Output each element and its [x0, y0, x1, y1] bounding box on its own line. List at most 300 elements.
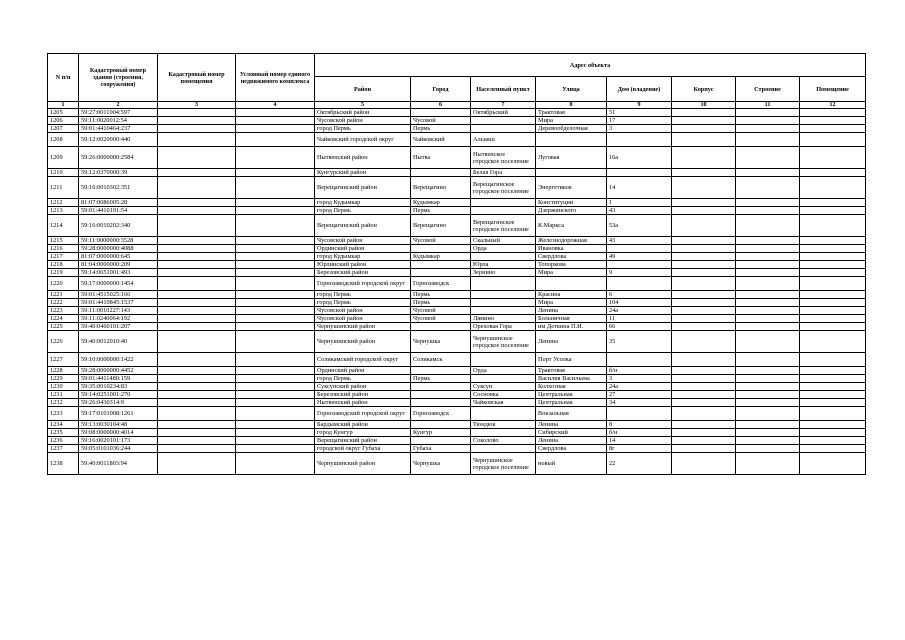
header-locality: Населенный пункт [471, 77, 536, 102]
cad-building-cell: 59:28:0000000:4088 [79, 245, 158, 253]
row-number: 1217 [48, 253, 79, 261]
street-cell: Конституции [536, 199, 607, 207]
house-cell: 16а [607, 147, 672, 169]
building-cell [736, 331, 800, 353]
cond-number-cell [236, 117, 315, 125]
table-row [48, 277, 866, 291]
korpus-cell [672, 445, 736, 453]
cad-room-cell [158, 125, 236, 133]
cond-number-cell [236, 429, 315, 437]
cond-number-cell [236, 253, 315, 261]
table-row [48, 261, 866, 269]
city-cell: Пермь [411, 375, 471, 383]
street-cell: Центральная [536, 391, 607, 399]
korpus-cell [672, 253, 736, 261]
locality-cell [471, 199, 536, 207]
locality-cell [471, 353, 536, 367]
house-cell: 8г [607, 445, 672, 453]
street-cell [536, 277, 607, 291]
house-cell: 14 [607, 177, 672, 199]
locality-cell [471, 253, 536, 261]
cad-building-cell: 59:14:0251001:270 [79, 391, 158, 399]
room-cell [800, 177, 866, 199]
city-cell: Чернушка [411, 453, 471, 475]
cad-room-cell [158, 445, 236, 453]
room-cell [800, 307, 866, 315]
city-cell [411, 169, 471, 177]
city-cell [411, 323, 471, 331]
city-cell: Пермь [411, 299, 471, 307]
cad-room-cell [158, 399, 236, 407]
locality-cell: Тюндюк [471, 421, 536, 429]
street-cell: Железнодорожная [536, 237, 607, 245]
cond-number-cell [236, 299, 315, 307]
cad-building-cell: 59:01:4411480:159 [79, 375, 158, 383]
room-cell [800, 117, 866, 125]
city-cell [411, 245, 471, 253]
city-cell: Пермь [411, 207, 471, 215]
table-row [48, 253, 866, 261]
row-number: 1229 [48, 375, 79, 383]
cad-room-cell [158, 269, 236, 277]
district-cell: Верещагинский район [315, 215, 411, 237]
house-cell [607, 169, 672, 177]
city-cell [411, 383, 471, 391]
row-number: 1212 [48, 199, 79, 207]
street-cell: новый [536, 453, 607, 475]
building-cell [736, 367, 800, 375]
cond-number-cell [236, 445, 315, 453]
table-row [48, 199, 866, 207]
korpus-cell [672, 399, 736, 407]
table-row [48, 315, 866, 323]
cad-building-cell: 59:01:4410191:54 [79, 207, 158, 215]
locality-cell [471, 445, 536, 453]
row-number: 1211 [48, 177, 79, 199]
cond-number-cell [236, 323, 315, 331]
cad-room-cell [158, 277, 236, 291]
building-cell [736, 453, 800, 475]
cad-room-cell [158, 323, 236, 331]
cad-room-cell [158, 383, 236, 391]
building-cell [736, 125, 800, 133]
cad-room-cell [158, 117, 236, 125]
korpus-cell [672, 315, 736, 323]
room-cell [800, 399, 866, 407]
cad-building-cell: 59:27:0011004:597 [79, 109, 158, 117]
house-cell [607, 277, 672, 291]
register-rows [48, 109, 866, 475]
city-cell: Чусовой [411, 117, 471, 125]
building-cell [736, 399, 800, 407]
city-cell: Соликамск [411, 353, 471, 367]
city-cell [411, 437, 471, 445]
row-number: 1233 [48, 407, 79, 421]
city-cell: Чусовой [411, 307, 471, 315]
column-number: 9 [607, 102, 672, 109]
column-number: 8 [536, 102, 607, 109]
locality-cell [471, 125, 536, 133]
table-row [48, 147, 866, 169]
cad-room-cell [158, 407, 236, 421]
room-cell [800, 207, 866, 215]
cond-number-cell [236, 453, 315, 475]
row-number: 1220 [48, 277, 79, 291]
street-cell: им Деткина П.И. [536, 323, 607, 331]
house-cell: 9 [607, 269, 672, 277]
district-cell: Чайковский городской округ [315, 133, 411, 147]
locality-cell [471, 375, 536, 383]
row-number: 1231 [48, 391, 79, 399]
district-cell: Чусовской район [315, 315, 411, 323]
street-cell: Луговая [536, 147, 607, 169]
street-cell: Сибирский [536, 429, 607, 437]
street-cell: Мира [536, 117, 607, 125]
table-row [48, 133, 866, 147]
korpus-cell [672, 421, 736, 429]
cond-number-cell [236, 437, 315, 445]
header-cad-room: Кадастровый номер помещения [158, 54, 236, 102]
header-building: Строение [736, 77, 800, 102]
row-number: 1238 [48, 453, 79, 475]
header-num: N п/п [48, 54, 79, 102]
building-cell [736, 445, 800, 453]
street-cell: Красина [536, 291, 607, 299]
cond-number-cell [236, 315, 315, 323]
cad-room-cell [158, 367, 236, 375]
house-cell: 53а [607, 215, 672, 237]
korpus-cell [672, 367, 736, 375]
district-cell: город Пермь [315, 291, 411, 299]
cad-room-cell [158, 429, 236, 437]
city-cell [411, 391, 471, 399]
korpus-cell [672, 177, 736, 199]
cad-room-cell [158, 261, 236, 269]
korpus-cell [672, 291, 736, 299]
room-cell [800, 277, 866, 291]
locality-cell: Чайковская [471, 399, 536, 407]
room-cell [800, 453, 866, 475]
column-number: 1 [48, 102, 79, 109]
table-row [48, 453, 866, 475]
cond-number-cell [236, 215, 315, 237]
table-row [48, 353, 866, 367]
house-cell: б/н [607, 429, 672, 437]
city-cell [411, 109, 471, 117]
row-number: 1207 [48, 125, 79, 133]
room-cell [800, 445, 866, 453]
locality-cell: Верещагинское городское поселение [471, 177, 536, 199]
house-cell [607, 353, 672, 367]
room-cell [800, 269, 866, 277]
house-cell: 35 [607, 331, 672, 353]
district-cell: Чусовской район [315, 237, 411, 245]
table-row [48, 445, 866, 453]
cad-building-cell: 81:07:0086005:28 [79, 199, 158, 207]
building-cell [736, 237, 800, 245]
building-cell [736, 109, 800, 117]
district-cell: Соликамский городской округ [315, 353, 411, 367]
korpus-cell [672, 383, 736, 391]
building-cell [736, 307, 800, 315]
row-number: 1234 [48, 421, 79, 429]
house-cell: 24а [607, 307, 672, 315]
building-cell [736, 277, 800, 291]
cond-number-cell [236, 261, 315, 269]
street-cell [536, 133, 607, 147]
row-number: 1214 [48, 215, 79, 237]
cad-room-cell [158, 421, 236, 429]
cond-number-cell [236, 375, 315, 383]
row-number: 1226 [48, 331, 79, 353]
street-cell: Свердлова [536, 253, 607, 261]
locality-cell: Альняш [471, 133, 536, 147]
korpus-cell [672, 307, 736, 315]
locality-cell [471, 299, 536, 307]
cad-building-cell: 59:17:0101008:1261 [79, 407, 158, 421]
room-cell [800, 437, 866, 445]
room-cell [800, 421, 866, 429]
korpus-cell [672, 391, 736, 399]
table-row [48, 169, 866, 177]
room-cell [800, 375, 866, 383]
table-row [48, 383, 866, 391]
korpus-cell [672, 147, 736, 169]
room-cell [800, 169, 866, 177]
building-cell [736, 353, 800, 367]
room-cell [800, 429, 866, 437]
district-cell: город Пермь [315, 125, 411, 133]
building-cell [736, 177, 800, 199]
district-cell: городской округ Губаха [315, 445, 411, 453]
cond-number-cell [236, 353, 315, 367]
table-row [48, 237, 866, 245]
street-cell: Центральная [536, 399, 607, 407]
row-number: 1224 [48, 315, 79, 323]
cad-room-cell [158, 133, 236, 147]
room-cell [800, 261, 866, 269]
cad-building-cell: 59:01:4410845:1537 [79, 299, 158, 307]
district-cell: Горнозаводский городской округ [315, 277, 411, 291]
locality-cell: Чернушинское городское поселение [471, 453, 536, 475]
locality-cell: Чернушинское городское поселение [471, 331, 536, 353]
house-cell: 34 [607, 399, 672, 407]
column-number: 3 [158, 102, 236, 109]
building-cell [736, 323, 800, 331]
district-cell: город Кудымкар [315, 199, 411, 207]
house-cell: 11 [607, 315, 672, 323]
cond-number-cell [236, 199, 315, 207]
table-row [48, 391, 866, 399]
street-cell: Трактовая [536, 109, 607, 117]
house-cell [607, 261, 672, 269]
korpus-cell [672, 331, 736, 353]
korpus-cell [672, 453, 736, 475]
street-cell: Ленина [536, 331, 607, 353]
cond-number-cell [236, 367, 315, 375]
room-cell [800, 237, 866, 245]
district-cell: Верещагинский район [315, 437, 411, 445]
cad-building-cell: 59:40:0012010:40 [79, 331, 158, 353]
cad-room-cell [158, 109, 236, 117]
building-cell [736, 133, 800, 147]
cond-number-cell [236, 207, 315, 215]
korpus-cell [672, 169, 736, 177]
korpus-cell [672, 277, 736, 291]
district-cell: Березовский район [315, 391, 411, 399]
table-row [48, 291, 866, 299]
row-number: 1215 [48, 237, 79, 245]
building-cell [736, 437, 800, 445]
cad-building-cell: 59:11:0000000:3528 [79, 237, 158, 245]
building-cell [736, 199, 800, 207]
house-cell: 24а [607, 383, 672, 391]
street-cell: Деревообделочная [536, 125, 607, 133]
building-cell [736, 299, 800, 307]
cond-number-cell [236, 391, 315, 399]
cad-room-cell [158, 453, 236, 475]
city-cell: Чусовой [411, 315, 471, 323]
locality-cell: Белая Гора [471, 169, 536, 177]
table-row [48, 215, 866, 237]
district-cell: Бардымский район [315, 421, 411, 429]
cad-room-cell [158, 391, 236, 399]
locality-cell: Октябрьский [471, 109, 536, 117]
district-cell: Березовский район [315, 269, 411, 277]
cad-room-cell [158, 207, 236, 215]
table-row [48, 125, 866, 133]
city-cell: Верещагино [411, 177, 471, 199]
building-cell [736, 169, 800, 177]
header-district: Район [315, 77, 411, 102]
building-cell [736, 315, 800, 323]
district-cell: Чусовской район [315, 307, 411, 315]
cond-number-cell [236, 109, 315, 117]
room-cell [800, 199, 866, 207]
district-cell: Чернушинский район [315, 331, 411, 353]
city-cell: Кудымкар [411, 199, 471, 207]
cad-building-cell: 59:11:0010227:143 [79, 307, 158, 315]
cad-room-cell [158, 331, 236, 353]
city-cell: Кудымкар [411, 253, 471, 261]
street-cell: Василия Васильева [536, 375, 607, 383]
row-number: 1225 [48, 323, 79, 331]
building-cell [736, 375, 800, 383]
district-cell: город Пермь [315, 299, 411, 307]
room-cell [800, 407, 866, 421]
cad-room-cell [158, 237, 236, 245]
locality-cell: Юрла [471, 261, 536, 269]
cond-number-cell [236, 177, 315, 199]
street-cell: Порт Усолка [536, 353, 607, 367]
house-cell [607, 407, 672, 421]
building-cell [736, 383, 800, 391]
city-cell: Чусовой [411, 237, 471, 245]
cad-room-cell [158, 315, 236, 323]
city-cell: Нытва [411, 147, 471, 169]
street-cell: Ленина [536, 421, 607, 429]
cond-number-cell [236, 331, 315, 353]
cad-room-cell [158, 215, 236, 237]
district-cell: Нытвенский район [315, 147, 411, 169]
street-cell: Энергетиков [536, 177, 607, 199]
cad-building-cell: 81:04:0000000:209 [79, 261, 158, 269]
cad-room-cell [158, 169, 236, 177]
district-cell: город Пермь [315, 207, 411, 215]
house-cell: 49 [607, 253, 672, 261]
street-cell [536, 169, 607, 177]
locality-cell: Орда [471, 367, 536, 375]
cad-building-cell: 59:35:0010234:83 [79, 383, 158, 391]
district-cell: Горнозаводский городской округ [315, 407, 411, 421]
locality-cell: Верещагинское городское поселение [471, 215, 536, 237]
city-cell: Губаха [411, 445, 471, 453]
column-number: 2 [79, 102, 158, 109]
cad-building-cell: 81:07:0000000:645 [79, 253, 158, 261]
header-address: Адрес объекта [315, 54, 866, 77]
house-cell [607, 133, 672, 147]
room-cell [800, 391, 866, 399]
street-cell: Ленина [536, 307, 607, 315]
building-cell [736, 291, 800, 299]
row-number: 1237 [48, 445, 79, 453]
locality-cell [471, 407, 536, 421]
row-number: 1216 [48, 245, 79, 253]
district-cell: Чусовской район [315, 117, 411, 125]
building-cell [736, 391, 800, 399]
table-row [48, 323, 866, 331]
table-row [48, 331, 866, 353]
cond-number-cell [236, 237, 315, 245]
korpus-cell [672, 353, 736, 367]
street-cell: Топоркова [536, 261, 607, 269]
column-number: 11 [736, 102, 800, 109]
locality-cell: Сосновка [471, 391, 536, 399]
row-number: 1236 [48, 437, 79, 445]
street-cell: Мира [536, 269, 607, 277]
row-number: 1228 [48, 367, 79, 375]
korpus-cell [672, 109, 736, 117]
table-row [48, 407, 866, 421]
cad-building-cell: 59:01:4515025:166 [79, 291, 158, 299]
building-cell [736, 117, 800, 125]
cad-room-cell [158, 291, 236, 299]
district-cell: Нытвенский район [315, 399, 411, 407]
row-number: 1221 [48, 291, 79, 299]
table-row [48, 117, 866, 125]
street-cell: Ивановка [536, 245, 607, 253]
district-cell: город Кунгур [315, 429, 411, 437]
cad-room-cell [158, 299, 236, 307]
street-cell: К.Маркса [536, 215, 607, 237]
table-row [48, 367, 866, 375]
building-cell [736, 421, 800, 429]
room-cell [800, 299, 866, 307]
table-row [48, 245, 866, 253]
header-row-top [48, 54, 866, 77]
room-cell [800, 245, 866, 253]
locality-cell: Орда [471, 245, 536, 253]
cad-room-cell [158, 147, 236, 169]
cad-building-cell: 59:40:0011803:94 [79, 453, 158, 475]
district-cell: Юрлинский район [315, 261, 411, 269]
street-cell: Дзержинского [536, 207, 607, 215]
city-cell: Чайковский [411, 133, 471, 147]
cad-room-cell [158, 307, 236, 315]
room-cell [800, 291, 866, 299]
header-street: Улица [536, 77, 607, 102]
building-cell [736, 407, 800, 421]
